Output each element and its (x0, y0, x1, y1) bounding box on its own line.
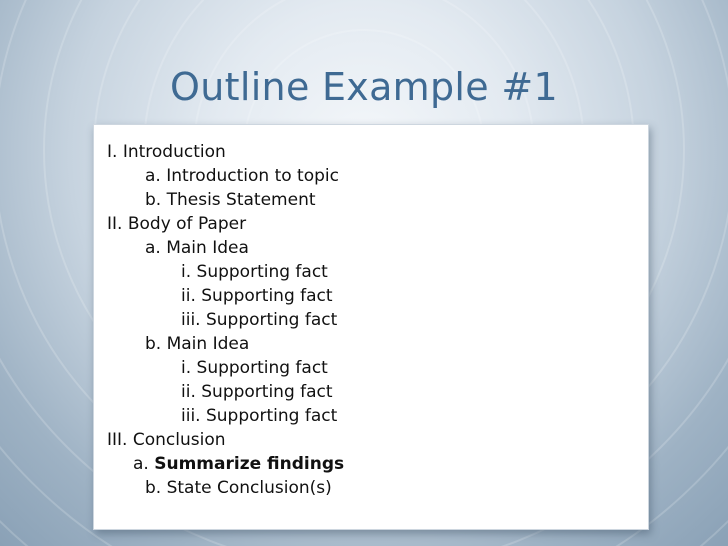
outline-item: b. Thesis Statement (145, 190, 316, 210)
outline-item: i. Supporting fact (181, 262, 328, 282)
outline-item-prefix: a. (133, 454, 155, 474)
outline-list (107, 140, 344, 500)
outline-item: i. Supporting fact (181, 358, 328, 378)
outline-item: a. Main Idea (145, 238, 249, 258)
outline-item: b. State Conclusion(s) (145, 478, 332, 498)
outline-item: III. Conclusion (107, 430, 226, 450)
outline-item: b. Main Idea (145, 334, 250, 354)
outline-item: iii. Supporting fact (181, 310, 338, 330)
slide-title: Outline Example #1 (170, 65, 558, 109)
outline-box (93, 124, 649, 530)
outline-item: iii. Supporting fact (181, 406, 338, 426)
outline-item: I. Introduction (107, 142, 226, 162)
outline-item (107, 452, 344, 476)
outline-item-emphasis: Summarize findings (154, 454, 345, 474)
outline-item: ii. Supporting fact (181, 382, 333, 402)
outline-item: II. Body of Paper (107, 214, 247, 234)
outline-item: a. Introduction to topic (145, 166, 339, 186)
outline-item: ii. Supporting fact (181, 286, 333, 306)
